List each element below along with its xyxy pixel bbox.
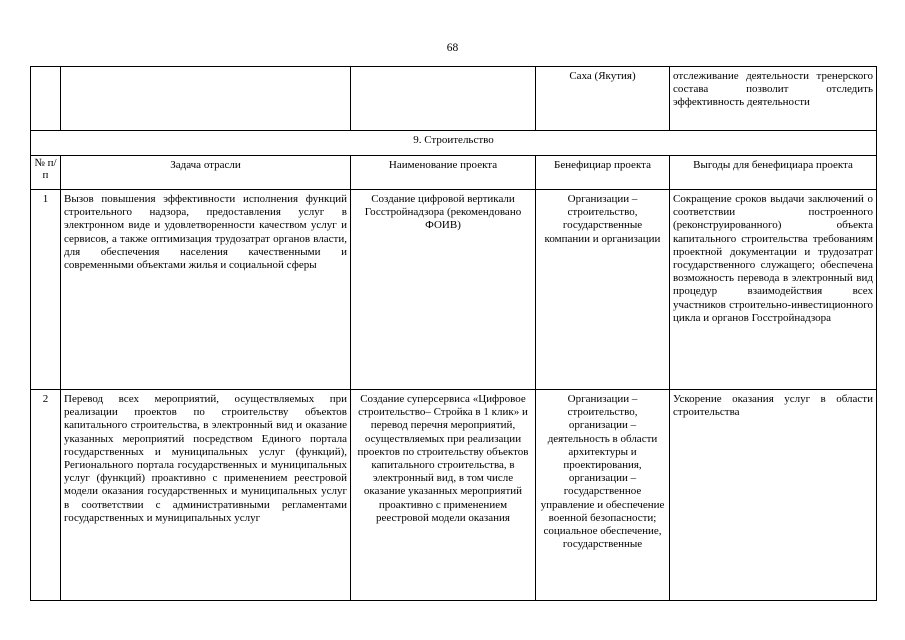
section-title: 9. Строительство [31,131,877,156]
cell-project [351,390,536,601]
cell-project [351,67,536,131]
page-number: 68 [446,42,459,54]
cell-task [61,67,351,131]
table-row-continuation [31,67,877,131]
header-beneficiary: Бенефициар проекта [536,156,670,190]
cell-task: Вызов повышения эффективности исполнения функций строительного надзора, предоставления услуг в электронном виде и удовлетворенности качеством услуг и сервисов, а также оптимизация трудозатрат органов власти, для обеспечения населения качественными и современными объектами жилья и социальной сферы [61,190,351,390]
table-row [31,390,877,601]
header-project: Наименование проекта [351,156,536,190]
section-title-row [31,131,877,156]
cell-task-text: Перевод всех мероприятий, осуществляемых при реализации проектов по строительству объектов капитального строительства, в электронный вид и оказание указанных мероприятий посредством Единого портала государственных и муниципальных услуг (функций), Регионального портала государственных и муниципальных услуг (функций) проактивно с применением реестровой модели оказания государственных и муниципальных услуг в соответствии с административными регламентами государственных и муниципальных услуг [64,393,347,524]
table-header-row [31,156,877,190]
header-benefits: Выгоды для бенефициара проекта [670,156,877,190]
cell-beneficiary [536,390,670,601]
cell-benefits: отслеживание деятельности тренерского состава позволит отследить эффективность деятельности [670,67,877,131]
cell-benefits [670,390,877,601]
cell-beneficiary-text: Организации – строительство, организации – деятельность в области архитектуры и проектирования, организации – государственное управление и обеспечение военной безопасности; социальное обеспечение, государственные [540,393,665,551]
construction-table [30,66,877,601]
cell-benefits: Сокращение сроков выдачи заключений о соответствии построенного (реконструированного) объекта капитального строительства требованиям проектной документации и трудозатрат государственного служащего; обеспечена возможность перевода в электронный вид процедур взаимодействия всех участников строительно-инвестиционного цикла и органов Госстройнадзора [670,190,877,390]
cell-num: 2 [31,390,61,601]
cell-num [31,67,61,131]
cell-project: Создание цифровой вертикали Госстройнадзора (рекомендовано ФОИВ) [351,190,536,390]
cell-num: 1 [31,190,61,390]
header-task: Задача отрасли [61,156,351,190]
table-row [31,190,877,390]
cell-task [61,390,351,601]
cell-benefits-text: Ускорение оказания услуг в области строительства [673,393,873,419]
cell-beneficiary: Саха (Якутия) [536,67,670,131]
header-num: № п/п [31,156,61,190]
cell-beneficiary: Организации – строительство, государственные компании и организации [536,190,670,390]
cell-project-text: Создание суперсервиса «Цифровое строительство– Стройка в 1 клик» и перевод перечня мероприятий, осуществляемых при реализации проектов по строительству объектов капитального строительства, в электронный вид, в том числе оказание указанных мероприятий проактивно с применением реестровой модели оказания [357,393,529,524]
